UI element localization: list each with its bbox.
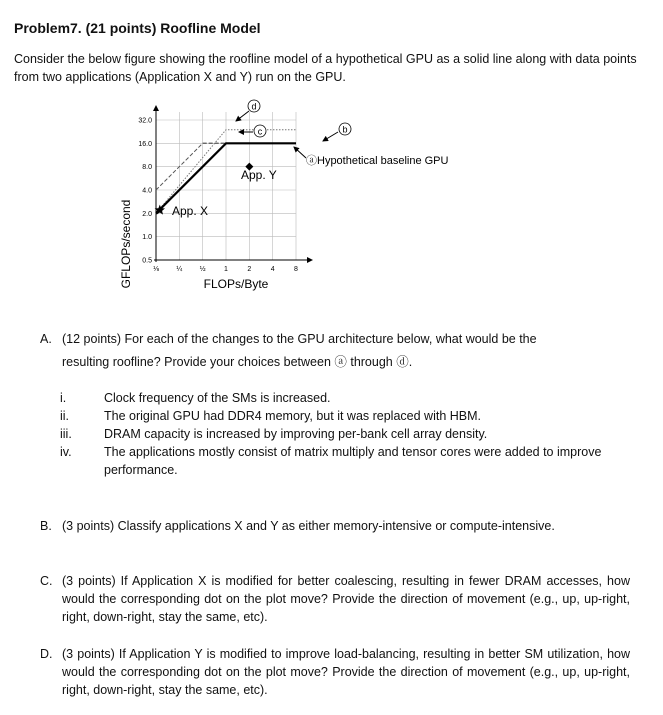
item-number: iii. <box>60 427 72 441</box>
question-a-item <box>60 389 630 407</box>
label-a-baseline: ⓐHypothetical baseline GPU <box>306 155 449 167</box>
x-tick-label: ⅛ <box>153 266 159 273</box>
y-tick-label: 2.0 <box>142 210 152 218</box>
problem-intro: Consider the below figure showing the roofline model of a hypothetical GPU as a solid line along with data points from two applications (Application X and Y) run on the GPU. <box>14 52 637 84</box>
label-d: d <box>251 101 257 112</box>
item-number: ii. <box>60 409 70 423</box>
item-text: The applications mostly consist of matrix multiply and tensor cores were added to improve performance. <box>104 445 602 477</box>
app-x-label: App. X <box>172 204 209 218</box>
item-number: iv. <box>60 445 72 459</box>
y-tick-label: 1.0 <box>142 234 152 242</box>
question-a <box>40 328 630 374</box>
app-y-label: App. Y <box>241 168 277 182</box>
x-tick-label: 4 <box>270 266 275 273</box>
roofline-annotations <box>172 100 449 218</box>
question-d <box>40 645 630 699</box>
item-text: The original GPU had DDR4 memory, but it was replaced with HBM. <box>104 409 481 423</box>
question-c-text: (3 points) If Application X is modified for better coalescing, resulting in fewer DRAM accesses, how would the corresponding dot on the plot move? Provide the direction of movement (e.g., up, up-right, right, down-right, stay the same, etc). <box>62 574 630 624</box>
roofline-figure <box>110 92 510 302</box>
y-tick-label: 16.0 <box>138 140 152 148</box>
question-a-item <box>60 425 630 443</box>
x-tick-label: 8 <box>294 266 298 273</box>
x-tick-label: ½ <box>199 266 206 273</box>
question-d-label: D. <box>40 647 53 661</box>
x-tick-label: 1 <box>224 266 228 273</box>
item-text: DRAM capacity is increased by improving per-bank cell array density. <box>104 427 488 441</box>
arrow-d <box>236 111 249 121</box>
question-a-item <box>60 443 630 479</box>
question-b-text: (3 points) Classify applications X and Y as either memory-intensive or compute-intensive. <box>62 519 555 533</box>
tick-labels <box>138 118 298 274</box>
label-b: b <box>342 124 348 135</box>
arrow-b <box>323 132 338 141</box>
y-tick-label: 8.0 <box>142 164 152 172</box>
question-a-line2: resulting roofline? Provide your choices between ⓐ through ⓓ. <box>62 355 413 369</box>
question-b-label: B. <box>40 519 52 533</box>
question-a-line1: (12 points) For each of the changes to the GPU architecture below, what would be the <box>62 332 537 346</box>
y-tick-label: 4.0 <box>142 187 152 195</box>
x-axis-label: FLOPs/Byte <box>203 277 269 291</box>
question-a-item <box>60 407 630 425</box>
y-tick-label: 32.0 <box>138 117 152 125</box>
item-text: Clock frequency of the SMs is increased. <box>104 391 331 405</box>
question-a-label: A. <box>40 332 52 346</box>
question-d-text: (3 points) If Application Y is modified to improve load-balancing, resulting in better SM utilization, how would the corresponding dot on the plot move? Provide the direction of movement (e.g., up, up-right, right, down-right, stay the same, etc). <box>62 647 630 697</box>
problem-title: Problem7. (21 points) Roofline Model <box>14 20 261 36</box>
question-c <box>40 572 630 626</box>
question-c-label: C. <box>40 574 53 588</box>
label-c: c <box>257 126 263 137</box>
grid <box>156 112 296 260</box>
question-b <box>40 517 630 535</box>
x-tick-label: 2 <box>247 266 252 273</box>
item-number: i. <box>60 391 67 405</box>
y-tick-label: 0.5 <box>142 257 152 265</box>
x-tick-label: ¼ <box>176 266 183 273</box>
y-axis-label: GFLOPs/second <box>119 199 133 289</box>
